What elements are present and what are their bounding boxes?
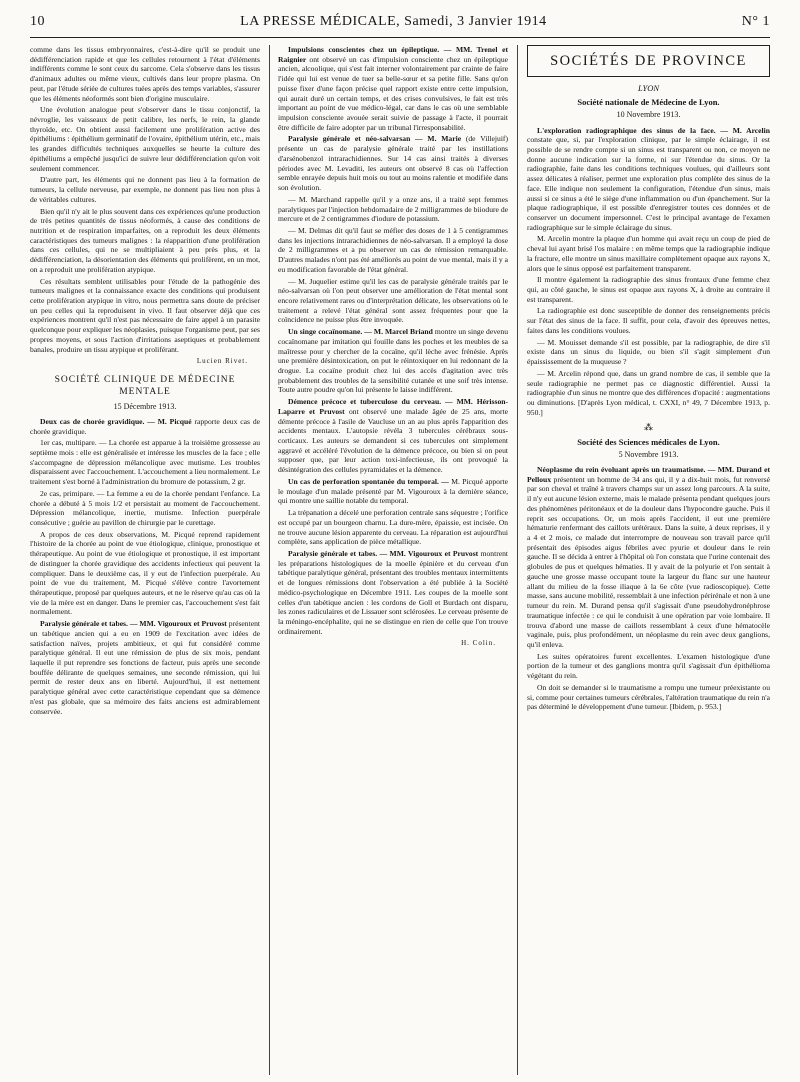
paragraph: D'autre part, les éléments qui ne donnent pas lieu à la formation de tumeurs, la cellule nerveuse, par exemple, ne donnent pas lieu non plus à de véritables cultures. (30, 175, 260, 204)
paragraph: Ces résultats semblent utilisables pour l'étude de la pathogénie des tumeurs malignes et la connaissance exacte des conditions qui produisent cette prolifération atypique in vitro, nous permettra sans doute de préciser un peu celles qui la reproduisent in vivo. Il faut observer déjà que ces expériences montrent qu'il n'est pas nécessaire de faire appel à un parasite quelconque pour expliquer les néoplasies, puisque l'organisme peut, par ses propres moyens, et sous l'action d'irritations aseptiques et probablement banales, produire un tissu atypique et proliférant. (30, 276, 260, 354)
article-heading: Paralysie générale et tabes. — MM. Vigouroux et Pruvost (40, 619, 227, 629)
article-heading: Néoplasme du rein évoluant après un traumatisme. — MM. Durand et Pelloux (527, 465, 770, 484)
section-title: SOCIÉTÉ CLINIQUE DE MÉDECINE MENTALE (54, 375, 236, 398)
paragraph: Bien qu'il n'y ait le plus souvent dans ces expériences qu'une production de très petites quantités de tissus néoformés, à cause des conditions de nutrition et de respiration imparfaites, on a reproduit les deux éléments caractéristiques des tumeurs malignes : la réapparition d'une prolifération dans ces cellules, qui ne se multipliaient à peu près plus, et la dédifférenciation, la désorientation des éléments qui prolifèrent, en un mot, on a reproduit une prolifération atypique. (30, 206, 260, 274)
paragraph: 1er cas, multipare. — La chorée est apparue à la troisième grossesse au septième mois : elle est généralisée et intéresse les muscles de la face ; elle s'accompagne de dépression mélancolique avec mutisme. Les troubles disparaissent avec l'accouchement. L'accouchement a lieu normalement. Le traitement s'est borné à l'administration du bromure de potassium, 2 gr. (30, 438, 260, 487)
article-body: ont observé une malade âgée de 25 ans, morte démente précoce à l'asile de Vaucluse un an au plus après l'apparition des accidents mentaux. L'autopsie révéla 3 tubercules cérébraux sous-corticaux. Les auteurs se demandent si ces tubercules ont simplement aggravé et accéléré l'évolution de la démence précoce, ou bien si on peut supposer que, par leur action toxi-infectieuse, ils ont provoqué la désintégration des cellules pyramidales et la démence. (278, 406, 508, 475)
article-heading: L'exploration radiographique des sinus de la face. — M. Arcelin (537, 125, 770, 135)
society-name: Société des Sciences médicales de Lyon. (577, 436, 720, 447)
society-name: Société nationale de Médecine de Lyon. (577, 97, 720, 108)
paragraph: — M. Delmas dit qu'il faut se méfier des doses de 1 à 5 centigrammes dans les injections intrarachidiennes de néo-salvarsan. Il a employé la dose de 2 milligrammes et a pu observer un cas de rémission remarquable. D'autres malades n'ont pas été améliorés au point de vue mental, mais il y a eu modification favorable de l'état général. (278, 225, 508, 274)
paragraph: — M. Juquelier estime qu'il les cas de paralysie générale traités par le néo-salvarsan où l'on peut observer une amélioration de l'état mental sont encore relativement rares ou d'interprétation délicate, les observations où le traitement a relevé l'état général sont assez fréquentes pour que la coïncidence ne puisse plus être invoquée. (278, 276, 508, 325)
article-body: (de Villejuif) présente un cas de paralysie générale traité par les instillations d'arsénobenzol intrarachidiennes. Sur 14 cas ainsi traités à diverses périodes avec M. Levaditi, les auteurs ont observé 8 cas où l'affection semble enrayée depuis huit mois ou tout au moins ralentie et modifiée dans son évolution. (278, 134, 508, 193)
header-rule (30, 37, 770, 38)
article-body: présentent un homme de 34 ans qui, il y a dix-huit mois, fut renversé par son cheval et traîné à travers champs sur un assez long parcours. A la suite, il n'y eut aucune lésion externe, mais le malade présenta pendant quelques jours des phénomènes péritonéaux et de la douleur dans l'hypocondre gauche. Puis il reprit ses occupations. Or, un mois après l'accident, il eut une première hématurie renfermant des caillots urétéraux. Dans la suite, à deux reprises, il y a 4 et 2 mois, ce malade dut interrompre de nouveau son travail parce qu'il présentait des épisodes aigus fébriles avec pyurie et douleur dans le rein gauche. Il se décida à entrer à l'hôpital où l'on constata que l'urine contenait des globules de pus et quelques hématies. Il y avait de la polyurie et l'on sentait à gauche une grosse masse occupant toute la largeur du flanc sur une hauteur allant du milieu de la fosse iliaque à la 6e côte (vue radioscopique). Cette masse, sans aucune mobilité, ressemblait à une infection périrénale et non à une tumeur du rein. M. Durand pensa qu'il s'agissait d'une pseudohydronéphrose traumatique infectée : ce qui le conduisit à une opération par voie lombaire. Il trouva d'abord une masse de caillots ressemblant à ceux d'une hématocèle vaginale, puis, plus profondément, un néoplasme du rein avec deux ganglions, qu'il enleva. (527, 474, 770, 649)
article-heading: Paralysie générale et néo-salvarsan — M. Marie (288, 134, 462, 144)
page-number: 10 (30, 14, 45, 29)
section-banner: SOCIÉTÉS DE PROVINCE (527, 45, 770, 77)
article-body: montrent les préparations histologiques de la moelle épinière et du cerveau d'un tabétique paralytique général, présentant des troubles mentaux intermittents et de longues rémissions dont l'observation a été publiée à la Société médico-psychologique en Décembre 1911. Les coupes de la moelle sont celles d'un tabétique ancien : les cordons de Goll et Burdach ont disparu, les zones radiculaires et de Lissauer sont sclérosées. Le cerveau présente de la méningo-encéphalite, qui ne se distingue en rien de celle que l'on trouve ordinairement. (278, 548, 508, 636)
paragraph: La trépanation a décelé une perforation centrale sans séquestre ; l'orifice est occupé par un bourgeon charnu. La dure-mère, épaissie, est incisée. On ne trouve aucune lésion apparente du cerveau. La réparation est aujourd'hui complète, sans application de pièce métallique. (278, 508, 508, 547)
journal-title: LA PRESSE MÉDICALE, Samedi, 3 Janvier 1914 (240, 14, 547, 29)
column-divider (517, 45, 518, 1075)
article-body: constate que, si, par l'exploration clinique, par le simple éclairage, il est possible de se rendre compte si un sinus est transparent ou non, ce moyen ne donne aucune indication sur la forme, ni sur l'étendue du sinus. Or la radiographie, faite dans les conditions techniques voulues, qui d'ailleurs sont assez délicates à réaliser, permet une exploration plus complète des sinus de la face. Elle indique non seulement la configuration, l'étendue d'un sinus, mais aussi si ce sinus a été le siège d'une inflammation ou d'un épanchement. Sur la plaque radiographique, il est possible d'enregistrer toutes ces données et de conserver un document impersonnel. C'est le principal avantage de l'examen radiographique sur le simple éclairage du sinus. (527, 135, 770, 232)
paragraph: comme dans les tissus embryonnaires, c'est-à-dire qu'il se produit une dédifférenciation rapide et que les cellules retournent à l'état d'éléments indifférents comme le sont ceux du sarcome. Cela s'observe dans les tissus d'animaux adultes ou même vieux, cultivés dans leur propre plasma. On peut, par l'étude sériée de cultures tuées après des temps variables, s'assurer que les éléments néoformés sont bien d'origine musculaire. (30, 45, 260, 103)
paragraph: Il montre également la radiographie des sinus frontaux d'une femme chez qui, au côté gauche, le sinus est opaque aux rayons X, à droite au contraire il est transparent. (527, 275, 770, 304)
paragraph: On doit se demander si le traumatisme a rompu une tumeur préexistante ou si, comme pour certaines tumeurs cérébrales, l'altération traumatique du rein n'a pas déterminé le développement d'une tumeur. [Ibidem, p. 953.] (527, 682, 770, 712)
paragraph: — M. Mouisset demande s'il est possible, par la radiographie, de dire s'il existe dans un sinus du liquide, ou bien s'il s'agit simplement d'un épaississement de la muqueuse ? (527, 337, 770, 367)
article-body: présentent un tabétique ancien qui a eu en 1909 de l'excitation avec idées de satisfaction naïves, projets ambitieux, et qui fut considéré comme paralytique général. Il eut une rémission de plus de six mois, pendant laquelle il put reprendre ses fonctions de facteur, puis après une seconde bouffée délirante de quelques semaines, une seconde rémission, qui lui permit de rester deux ans en liberté. Aujourd'hui, il est nettement paralytique général avec cette caractéristique cependant que sa démence n'est pas globale, que sa mémoire des faits anciens est admirablement conservée. (30, 619, 260, 716)
paragraph: A propos de ces deux observations, M. Picqué reprend rapidement l'histoire de la chorée au point de vue étiologique, clinique, pronostique et thérapeutique. Au point de vue étiologique et pronostique, il est important de distinguer la chorée gravidique des accidents infectieux qui peuvent la compliquer. Dans le deuxième cas, il y eut de l'infection puerpérale. Au point de vue du traitement, M. Picqué s'élève contre l'avortement thérapeutique, proposé par quelques auteurs, et ne le réserve qu'au cas où la vie de la mère est en danger. Dans le premier cas, l'accouchement s'est fait normalement. (30, 529, 260, 617)
article-body: montre un singe devenu cocaïnomane par imitation qui fouille dans les poches et les meubles de sa maîtresse pour y chercher de la cocaïne, qu'il lèche avec frénésie. Après une première désintoxication, on put le réintoxiquer en lui redonnant de la drogue. La cocaïne produit chez lui des accès d'agitation avec très probablement des troubles de la sensibilité cutanée et une soif très intense. Toute autre poudre qu'on lui présente le laisse indifférent. (278, 327, 508, 395)
asterism-separator: ⁂ (644, 422, 653, 433)
paragraph: Une évolution analogue peut s'observer dans le tissu conjonctif, la névroglie, les vaisseaux de petit calibre, les nerfs, le rein, la glande thyroïde, etc. On obtient aussi facilement une prolifération active des épithéliums : épithélium germinatif de l'ovaire, épithélium utérin, etc., mais les grandes difficultés techniques auxquelles se heurte la culture des épithéliums a empêché jusqu'ici de suivre leur dédifférenciation qu'on voit seulement commencer. (30, 105, 260, 173)
article-body: M. Picqué apporte le moulage d'un malade présenté par M. Vigouroux à la dernière séance, qui montre une saillie notable du temporal. (278, 476, 508, 506)
column-middle (278, 45, 508, 1077)
paragraph: 2e cas, primipare. — La femme a eu de la chorée pendant l'enfance. La chorée a débuté à 5 mois 1/2 et persistait au moment de l'accouchement. Dépression mélancolique, inertie, mutisme. Infection puerpérale consécutive ; guérie au pavillon de chirurgie par le curettage. (30, 488, 260, 527)
paragraph: La radiographie est donc susceptible de donner des renseignements précis sur l'état des sinus de la face. Il suffit, pour cela, d'avoir des épreuves nettes, faites dans les conditions voulues. (527, 306, 770, 335)
article-heading: Un cas de perforation spontanée du temporal. — (288, 476, 449, 486)
column-right (527, 45, 770, 1077)
article-heading: Impulsions conscientes chez un épileptique. — MM. Trenel et Raignier (278, 45, 508, 64)
column-left (30, 45, 260, 1077)
session-date: 5 Novembre 1913. (618, 449, 679, 459)
paragraph: — M. Arcelin répond que, dans un grand nombre de cas, il semble que la seule radiographie ne permet pas ce diagnostic différentiel. Aussi la radiographie d'un sinus ne montre que des différences d'opacité : augmentations ou diminutions. [D'après Lyon médical, t. CXXI, n° 49, 7 Décembre 1913, p. 950.] (527, 368, 770, 417)
author-signature: Lucien Rivet. (196, 357, 248, 366)
page-header (30, 14, 770, 34)
article-heading: Deux cas de chorée gravidique. — M. Picqué (40, 416, 192, 426)
column-divider (269, 45, 270, 1075)
article-body: ont observé un cas d'impulsion consciente chez un épileptique ancien, alcoolique, qui s'est fait interner volontairement par crainte de faire l'idée qui lui est venue de tuer sa belle-sœur et sa petite fille. Sans qu'on puisse fixer d'une façon précise quel rapport existe entre cette impulsion, qui aurait duré un certain temps, et des crises convulsives, le fait est très important au point de vue médico-légal, car dans le cas où une semblable impulsion consciente avouée serait suivie de passage à l'acte, il pourrait être difficile de faire adopter par un tribunal l'irresponsabilité. (278, 54, 508, 132)
article-lead: rapporte deux cas de chorée gravidique. (30, 416, 260, 436)
paragraph: Les suites opératoires furent excellentes. L'examen histologique d'une portion de la tumeur et des ganglions montra qu'il s'agissait d'un épithélioma végétant du rein. (527, 651, 770, 681)
issue-number: N° 1 (741, 14, 770, 29)
author-signature: H. Colin. (461, 639, 496, 648)
session-date: 10 Novembre 1913. (616, 110, 681, 120)
city-heading: LYON (637, 82, 660, 93)
article-heading: Paralysie générale et tabes. — MM. Vigouroux et Pruvost (288, 548, 479, 558)
paragraph: — M. Marchand rappelle qu'il y a onze ans, il a traité sept femmes paralytiques par l'injection hebdomadaire de 2 milligrammes de biiodure de mercure et de 2 centigrammes d'iodure de potassium. (278, 194, 508, 224)
article-heading: Un singe cocaïnomane. — M. Marcel Briand (288, 327, 433, 337)
session-date: 15 Décembre 1913. (113, 401, 177, 411)
article-heading: Démence précoce et tuberculose du cerveau. — MM. Hérisson-Laparre et Pruvost (278, 397, 508, 416)
paragraph: M. Arcelin montre la plaque d'un homme qui avait reçu un coup de pied de cheval lui ayant brisé l'os malaire : en même temps que la radiographie indique la fracture, elle montre un sinus maxillaire complètement opaque aux rayons X, alors que le sinus opposé est parfaitement transparent. (527, 234, 770, 273)
